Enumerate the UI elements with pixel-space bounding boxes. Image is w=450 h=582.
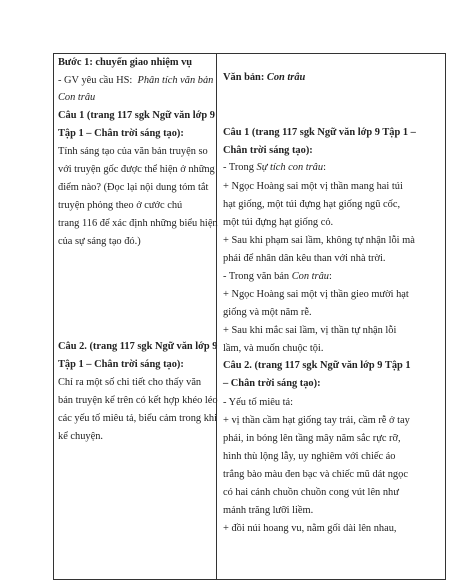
su-tich-heading [223,162,326,174]
left-column [54,54,217,580]
q1-body-line: điểm nào? (Đọc lại nội dung tóm tắt [58,182,209,193]
su-tich-line: một túi đựng hạt giống cỏ. [223,217,334,228]
su-tich-suffix: : [323,162,326,173]
su-tich-prefix: - Trong [223,162,254,173]
right-column [217,54,446,580]
con-trau-suffix: : [328,271,332,282]
left-cell [54,54,216,579]
table-row [54,54,446,580]
q2-line: + vị thần cầm hạt giống tay trái, cầm rễ ở tay [223,415,410,426]
q2-title-a: Câu 2. (trang 117 sgk Ngữ văn lớp 9 [58,341,218,352]
q1-title-b: Chân trời sáng tạo): [223,145,313,156]
q2-line: phải, in bóng lên tầng mây năm sắc rực rỡ, [223,433,401,444]
text-label: Văn bản: [223,72,265,83]
q2-body-line: Chỉ ra một số chi tiết cho thấy văn [58,377,202,388]
su-tich-line: phái để nhân dân kêu than với nhà trời. [223,253,386,264]
su-tich-title: Sự tích con trâu [256,162,324,173]
q2-title-a: Câu 2. (trang 117 sgk Ngữ văn lớp 9 Tập 1 [223,360,411,371]
q2-line: - Yếu tố miêu tả: [223,397,294,408]
task-heading: Bước 1: chuyển giao nhiệm vụ [58,57,193,68]
gv-task-a: Phân tích văn bản [137,75,214,86]
con-trau-line: lầm, và muốn chuộc tội. [223,343,324,354]
q2-line: hình thù lộng lẫy, uy nghiêm với chiếc áo [223,451,396,462]
q1-title-a: Câu 1 (trang 117 sgk Ngữ văn lớp 9 [58,110,215,121]
q2-line: + đồi núi hoang vu, nằm gối dài lên nhau, [223,523,397,534]
con-trau-heading [223,271,332,283]
q1-body-line: truyện phỏng theo ở cước chú [58,200,183,211]
con-trau-line: + Sau khi mắc sai lầm, vị thần tự nhận lỗi [223,325,397,336]
q2-title-b: – Chân trời sáng tạo): [223,378,321,389]
gv-request-line [58,75,213,87]
q2-title-b: Tập 1 – Chân trời sáng tạo): [58,359,184,370]
text-title: Con trâu [266,72,306,83]
gv-request: - GV yêu cầu HS: [58,75,133,86]
su-tich-line: hạt giống, một túi đựng hạt giống ngũ cốc, [223,199,401,210]
con-trau-line: + Ngọc Hoàng sai một vị thần gieo mười hạt [223,289,409,300]
su-tich-line: + Sau khi phạm sai lầm, không tự nhận lỗi mà [223,235,415,246]
q1-body-line: của sự sáng tạo đó.) [58,236,141,247]
q1-body-line: Tính sáng tạo của văn bản truyện so [58,146,208,157]
q2-line: mảnh trăng lưỡi liềm. [223,505,314,516]
document-table [53,53,446,580]
q1-body-line: trang 116 để xác định những biểu hiện [58,218,218,229]
q1-title-a: Câu 1 (trang 117 sgk Ngữ văn lớp 9 Tập 1 – [223,127,416,138]
su-tich-line: + Ngọc Hoàng sai một vị thần mang hai túi [223,181,403,192]
q2-body-line: kể chuyện. [58,431,104,442]
con-trau-title: Con trâu [291,271,329,282]
q2-line: có hai cánh chuồn chuồn cong vút lên như [223,487,399,498]
q1-title-b: Tập 1 – Chân trời sáng tạo): [58,128,184,139]
q2-line: trắng bào màu đen bạc và chiếc mũ dát ngọc [223,469,408,480]
gv-task-b: Con trâu [58,92,96,103]
q2-body-line: bản truyện kể trên có kết hợp khéo léo [58,395,218,406]
q2-body-line: các yếu tố miêu tả, biểu cảm trong khi [58,413,217,424]
text-title-line [223,72,305,84]
con-trau-line: giống và một năm rễ. [223,307,312,318]
con-trau-prefix: - Trong văn bản [223,271,290,282]
q1-body-line: với truyện gốc được thể hiện ở những [58,164,215,175]
